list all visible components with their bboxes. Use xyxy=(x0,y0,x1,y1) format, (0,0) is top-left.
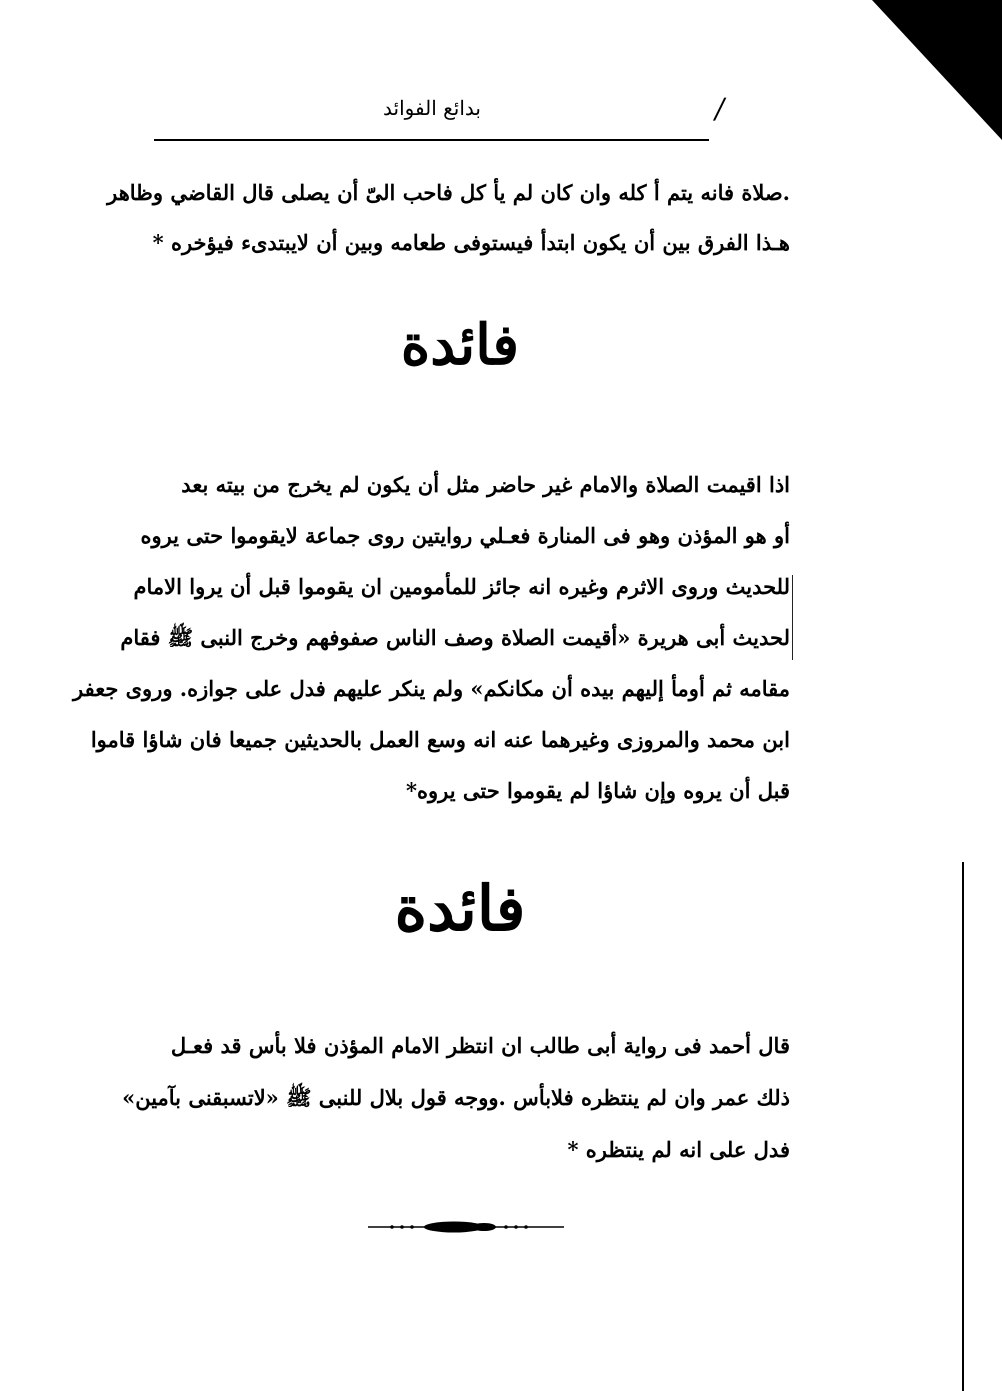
paragraph-line: للحديث وروى الاثرم وغيره انه جائز للمأمومين ان يقوموا قبل أن يروا الامام xyxy=(133,574,790,599)
section-2-paragraph xyxy=(122,1020,790,1176)
paragraph-line: فدل على انه لم ينتظره * xyxy=(567,1137,790,1162)
paragraph-line: قبل أن يروه وإن شاؤا لم يقوموا حتى يروه* xyxy=(406,778,790,803)
paragraph-line: ذلك عمر وان لم ينتظره فلابأس .ووجه قول بلال للنبى ﷺ «لاتسبقنى بآمين» xyxy=(122,1085,790,1110)
paragraph-line: ابن محمد والمروزى وغيرهما عنه انه وسع العمل بالحديثين جميعا فان شاؤا قاموا xyxy=(90,727,790,752)
paragraph-line: لحديث أبى هريرة «أقيمت الصلاة وصف الناس صفوفهم وخرج النبى ﷺ فقام xyxy=(120,625,790,650)
paragraph-line: هـذا الفرق بين أن يكون ابتدأ فيستوفى طعامه وبين أن لايبتدىء فيؤخره * xyxy=(152,230,790,255)
end-ornament-icon xyxy=(366,1220,566,1234)
section-1-paragraph xyxy=(72,459,790,816)
paragraph-line: قال أحمد فى رواية أبى طالب ان انتظر الامام المؤذن فلا بأس قد فعـل xyxy=(170,1033,790,1058)
section-heading-fa-ida-2: فائدة xyxy=(394,872,526,945)
paragraph-line: .صلاة فانه يتم أ كله وان كان لم يأ كل فاحب الىّ أن يصلى قال القاضي وظاهر xyxy=(107,180,790,205)
header-divider xyxy=(154,139,709,141)
top-paragraph xyxy=(107,168,790,268)
scan-edge-line xyxy=(962,862,964,1391)
running-header-title: بدائع الفوائد xyxy=(383,96,481,120)
margin-bracket xyxy=(792,575,793,660)
paragraph-line: مقامه ثم أومأ إليهم بيده أن مكانكم» ولم ينكر عليهم فدل على جوازه. وروى جعفر xyxy=(72,676,790,701)
page-number-mark: / xyxy=(712,92,728,125)
scan-corner-shadow xyxy=(872,0,1002,140)
section-heading-fa-ida-1: فائدة xyxy=(400,312,520,378)
paragraph-line: أو هو المؤذن وهو فى المنارة فعـلي روايتين روى جماعة لايقوموا حتى يروه xyxy=(140,523,790,548)
paragraph-line: اذا اقيمت الصلاة والامام غير حاضر مثل أن يكون لم يخرج من بيته بعد xyxy=(181,472,790,497)
